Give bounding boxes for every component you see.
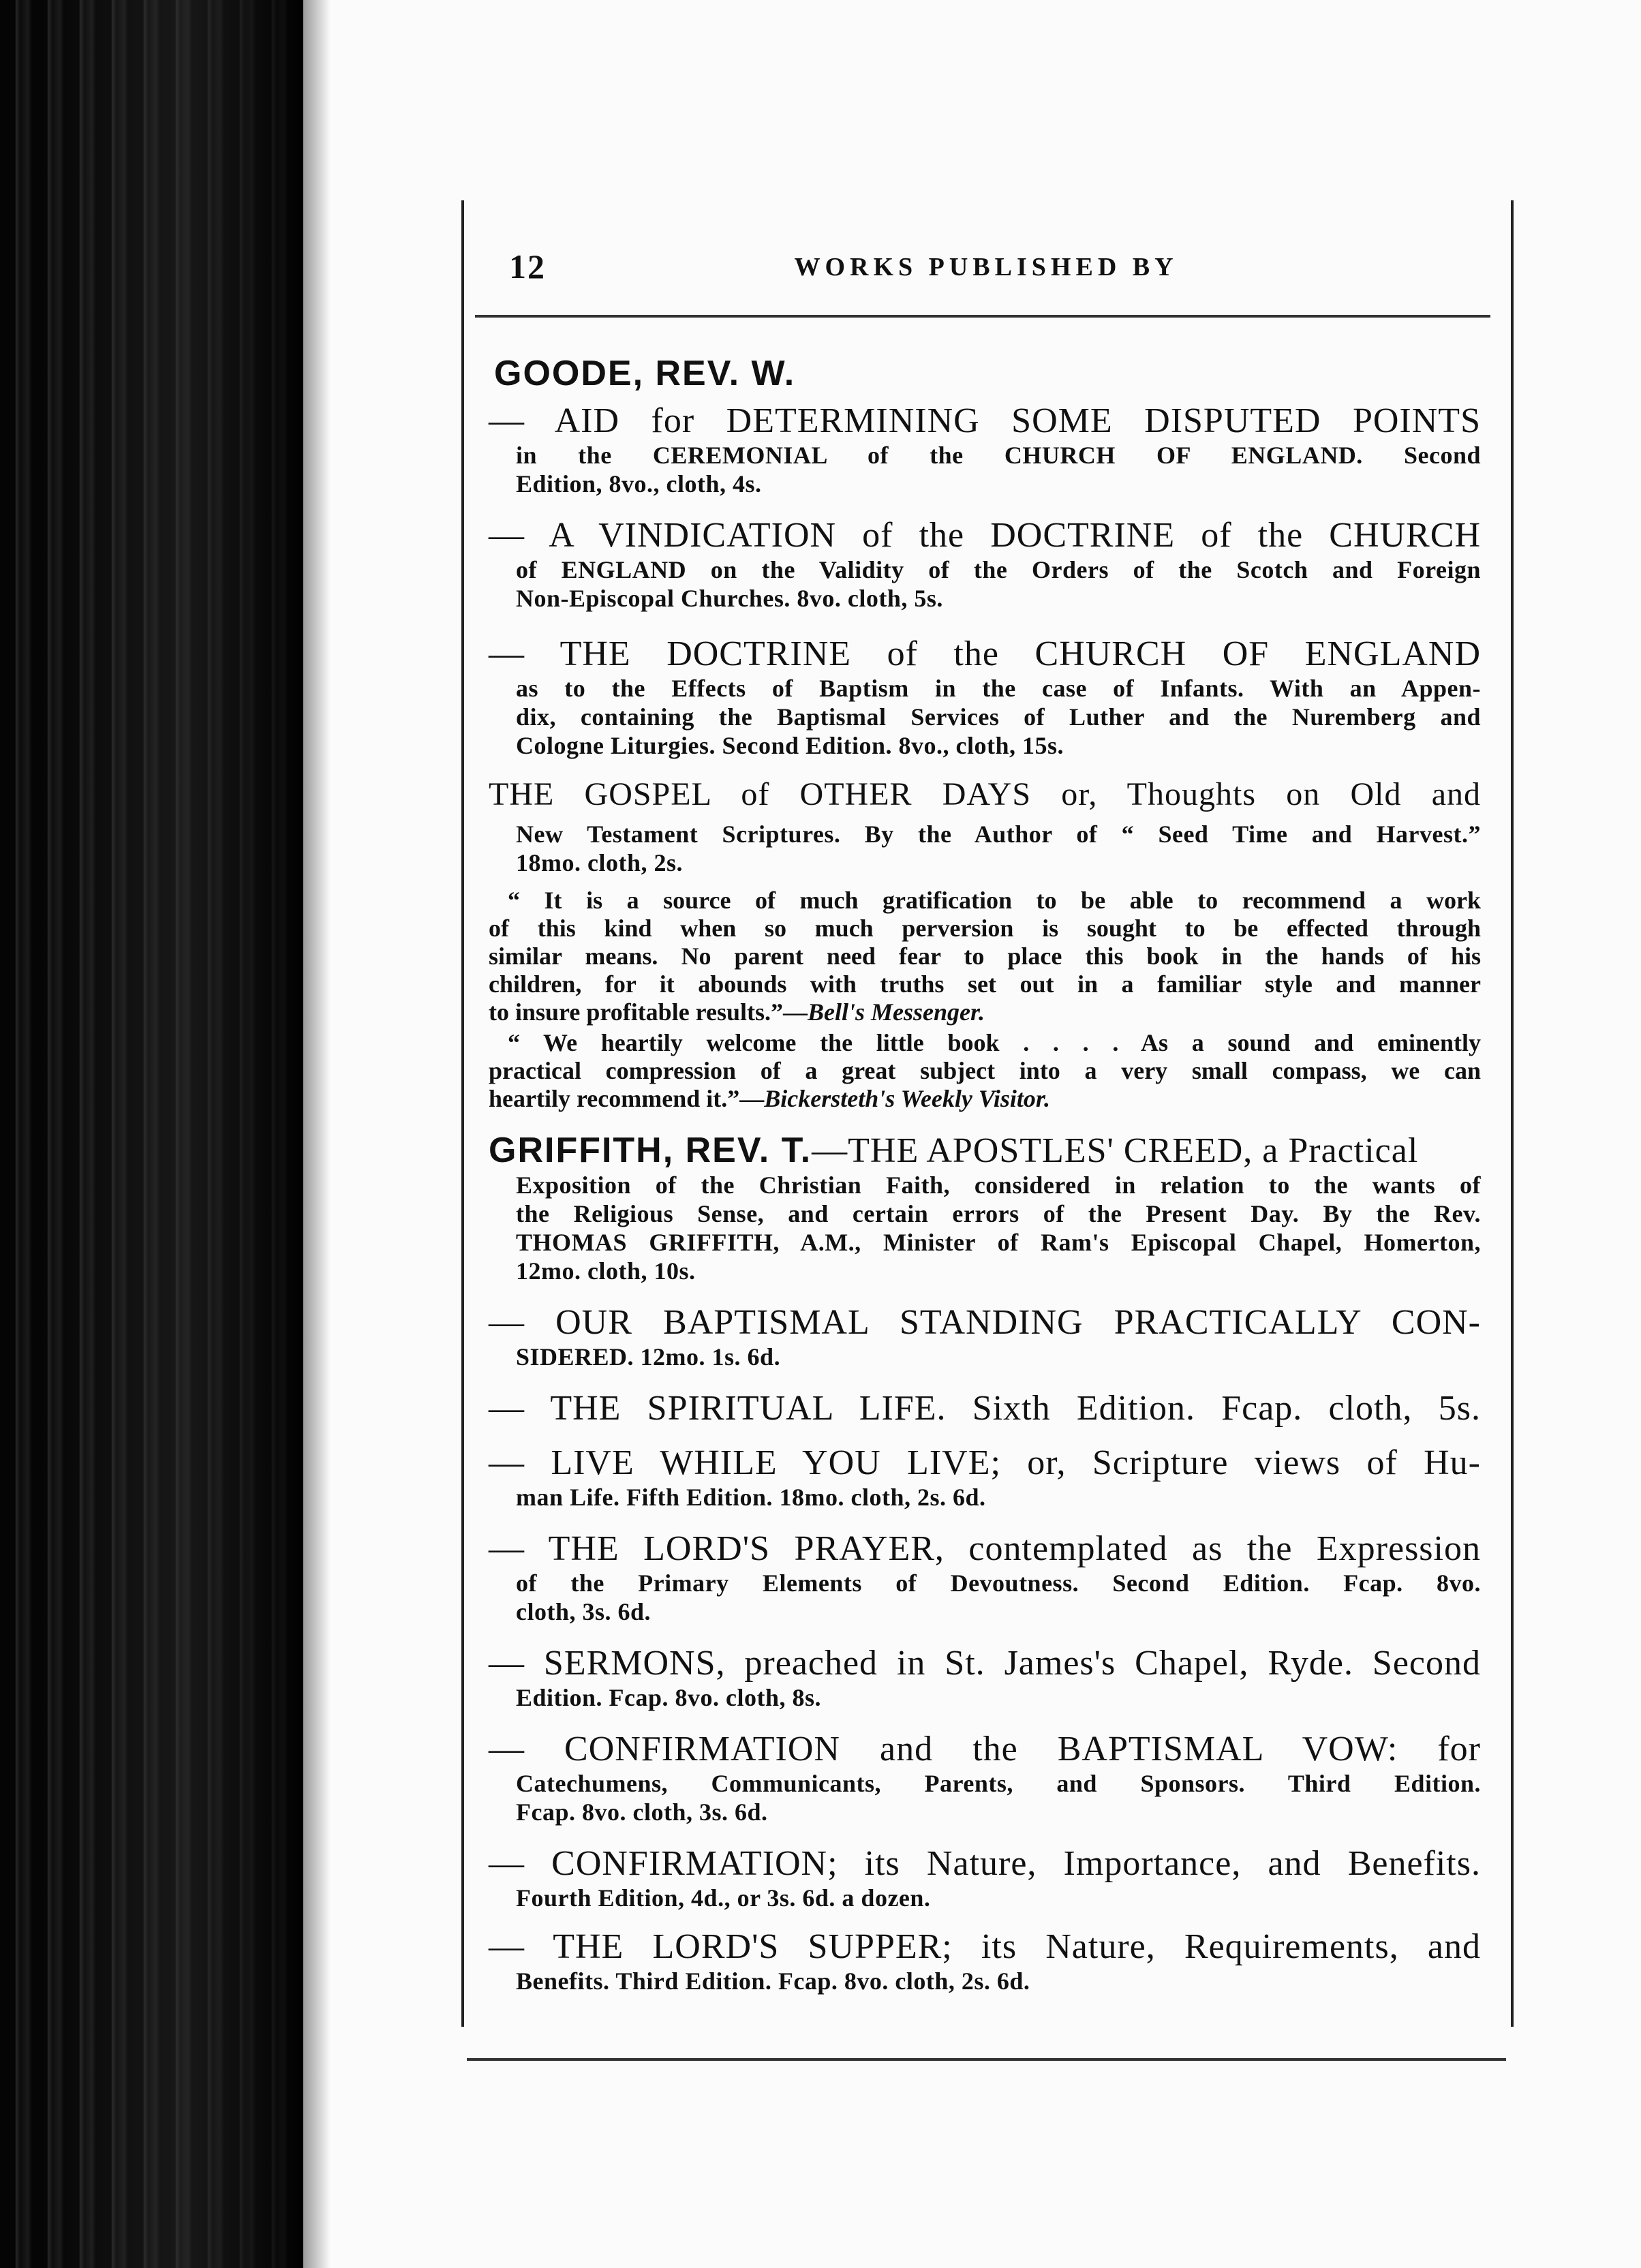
entry-detail — [489, 441, 1481, 498]
catalogue-content — [489, 354, 1481, 1995]
entry-detail — [489, 1343, 1481, 1371]
catalogue-entry — [489, 1443, 1481, 1512]
entry-detail — [489, 1569, 1481, 1626]
entry-detail — [489, 1769, 1481, 1826]
entry-detail — [489, 1884, 1481, 1912]
catalogue-entry — [489, 634, 1481, 760]
book-spine — [0, 0, 300, 2268]
entry-title — [489, 1131, 1481, 1171]
quote-source: Bell's Messenger. — [808, 998, 985, 1026]
entry-title: — THE SPIRITUAL LIFE. Sixth Edition. Fcap. cloth, 5s. — [489, 1389, 1481, 1428]
detail-line: in the CEREMONIAL of the CHURCH OF ENGLAND. Second — [516, 442, 1481, 469]
detail-line: New Testament Scriptures. By the Author of “ Seed Time and Harvest.” — [516, 821, 1481, 848]
detail-line: 18mo. cloth, 2s. — [516, 849, 683, 876]
entry-title: — THE LORD'S PRAYER, contemplated as the Expression — [489, 1529, 1481, 1568]
entry-title-text: —THE APOSTLES' CREED, a Practical — [812, 1131, 1419, 1170]
quote-line: children, for it abounds with truths set out in a familiar style and manner — [489, 970, 1481, 998]
page-number: 12 — [509, 247, 546, 286]
catalogue-entry — [489, 1644, 1481, 1712]
running-title: WORKS PUBLISHED BY — [794, 253, 1178, 281]
detail-line: Benefits. Third Edition. Fcap. 8vo. cloth, 2s. 6d. — [516, 1967, 1030, 1995]
detail-line: man Life. Fifth Edition. 18mo. cloth, 2s. 6d. — [516, 1484, 986, 1511]
detail-line: Fcap. 8vo. cloth, 3s. 6d. — [516, 1798, 768, 1826]
detail-line: of the Primary Elements of Devoutness. Second Edition. Fcap. 8vo. — [516, 1569, 1481, 1597]
review-quote — [489, 887, 1481, 1026]
catalogue-entry — [489, 516, 1481, 613]
entry-title: — CONFIRMATION and the BAPTISMAL VOW: for — [489, 1730, 1481, 1768]
catalogue-entry — [489, 1730, 1481, 1826]
entry-title: — AID for DETERMINING SOME DISPUTED POINTS — [489, 401, 1481, 440]
detail-line: Fourth Edition, 4d., or 3s. 6d. a dozen. — [516, 1884, 931, 1912]
entry-title: — THE LORD'S SUPPER; its Nature, Requirements, and — [489, 1927, 1481, 1966]
bottom-rule — [467, 2058, 1506, 2061]
entry-detail — [489, 555, 1481, 613]
catalogue-entry — [489, 1303, 1481, 1371]
frame-content — [461, 200, 1508, 2027]
entry-detail — [489, 1483, 1481, 1512]
page-header — [489, 247, 1484, 288]
entry-detail — [489, 1683, 1481, 1712]
detail-line: the Religious Sense, and certain errors of the Present Day. By the Rev. — [516, 1200, 1481, 1227]
review-quote — [489, 1029, 1481, 1113]
detail-line: of ENGLAND on the Validity of the Orders of the Scotch and Foreign — [516, 556, 1481, 583]
detail-line: cloth, 3s. 6d. — [516, 1598, 651, 1625]
catalogue-entry — [489, 1927, 1481, 1995]
header-rule — [475, 315, 1490, 318]
entry-title: — THE DOCTRINE of the CHURCH OF ENGLAND — [489, 634, 1481, 673]
detail-line: Catechumens, Communicants, Parents, and Sponsors. Third Edition. — [516, 1770, 1481, 1797]
quote-line: similar means. No parent need fear to place this book in the hands of his — [489, 943, 1481, 970]
entry-detail — [489, 1171, 1481, 1285]
detail-line: Non-Episcopal Churches. 8vo. cloth, 5s. — [516, 585, 943, 612]
book-page — [303, 0, 1641, 2268]
quote-line: to insure profitable results.”— — [489, 998, 808, 1026]
entry-detail — [489, 820, 1481, 877]
quote-line: of this kind when so much perversion is sought to be effected through — [489, 915, 1481, 942]
author-heading-griffith: GRIFFITH, REV. T. — [489, 1131, 812, 1170]
entry-title: — OUR BAPTISMAL STANDING PRACTICALLY CON- — [489, 1303, 1481, 1342]
detail-line: Edition. Fcap. 8vo. cloth, 8s. — [516, 1684, 822, 1711]
author-heading-goode: GOODE, REV. W. — [494, 354, 796, 393]
quote-line: practical compression of a great subject into a very small compass, we can — [489, 1057, 1481, 1084]
catalogue-entry — [489, 1844, 1481, 1912]
entry-title: THE GOSPEL of OTHER DAYS or, Thoughts on Old and — [489, 776, 1481, 812]
detail-line: dix, containing the Baptismal Services of Luther and the Nuremberg and — [516, 703, 1481, 731]
detail-line: Cologne Liturgies. Second Edition. 8vo., cloth, 15s. — [516, 732, 1064, 759]
detail-line: SIDERED. 12mo. 1s. 6d. — [516, 1343, 781, 1370]
catalogue-entry-gospel — [489, 775, 1481, 1113]
catalogue-entry-griffith — [489, 1131, 1481, 1285]
entry-title: — LIVE WHILE YOU LIVE; or, Scripture views of Hu- — [489, 1443, 1481, 1482]
entry-detail — [489, 674, 1481, 760]
detail-line: THOMAS GRIFFITH, A.M., Minister of Ram's Episcopal Chapel, Homerton, — [516, 1229, 1481, 1256]
quote-line: heartily recommend it.”— — [489, 1085, 765, 1112]
catalogue-entry — [489, 401, 1481, 498]
catalogue-entry — [489, 1389, 1481, 1428]
quote-line: “ We heartily welcome the little book . . . . As a sound and eminently — [508, 1029, 1481, 1056]
catalogue-entry — [489, 1529, 1481, 1626]
quote-line: “ It is a source of much gratification to be able to recommend a work — [508, 887, 1481, 914]
detail-line: as to the Effects of Baptism in the case of Infants. With an Appen- — [516, 675, 1481, 702]
entry-detail — [489, 1967, 1481, 1995]
entry-title: — A VINDICATION of the DOCTRINE of the CHURCH — [489, 516, 1481, 555]
entry-title: — SERMONS, preached in St. James's Chapel, Ryde. Second — [489, 1644, 1481, 1683]
detail-line: 12mo. cloth, 10s. — [516, 1257, 696, 1285]
entry-title: — CONFIRMATION; its Nature, Importance, and Benefits. — [489, 1844, 1481, 1883]
quote-source: Bickersteth's Weekly Visitor. — [764, 1085, 1050, 1112]
detail-line: Exposition of the Christian Faith, considered in relation to the wants of — [516, 1171, 1481, 1199]
detail-line: Edition, 8vo., cloth, 4s. — [516, 470, 762, 497]
